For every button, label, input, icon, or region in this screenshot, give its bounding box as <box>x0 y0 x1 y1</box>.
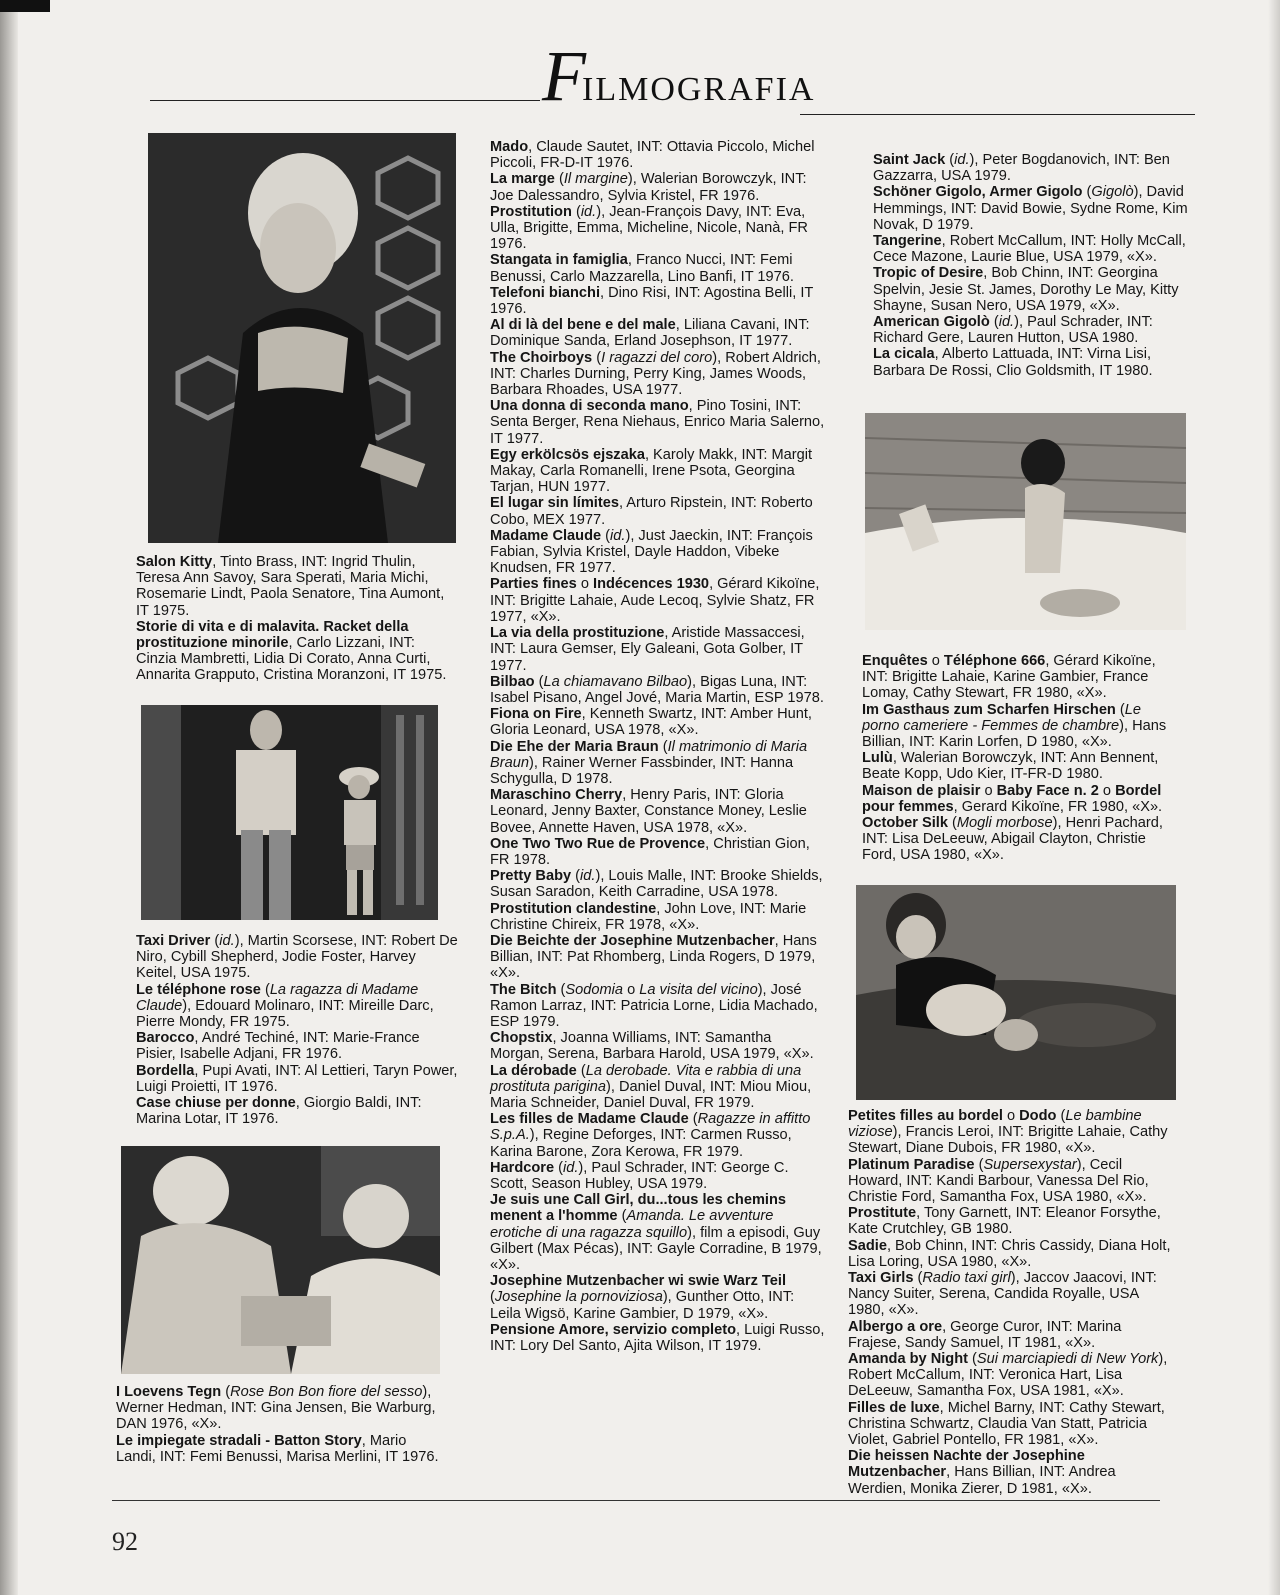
film-credits: , Karoly Makk, INT: Margit Makay, Carla Romanelli, Irene Psota, Georgina Tarjan, HUN 1977. <box>490 446 813 496</box>
film-title: Saint Jack <box>873 152 946 168</box>
photo-petites-filles <box>856 885 1176 1100</box>
film-title: Stangata in famiglia <box>490 252 628 269</box>
film-alt-title: Amanda. Le avventure erotiche di una ragazza squillo <box>490 1208 774 1241</box>
film-entry <box>490 933 828 982</box>
film-title: Taxi Driver <box>136 933 211 949</box>
film-entry <box>862 783 1182 815</box>
film-entry <box>490 1063 828 1112</box>
film-alt-title: Supersexystar <box>983 1156 1077 1173</box>
film-credits: ( <box>989 314 999 331</box>
film-entry <box>136 982 458 1031</box>
film-credits: ), Walerian Borowczyk, INT: Joe Dalessandro, Sylvia Kristel, FR 1976. <box>490 171 807 204</box>
film-credits: o <box>927 653 944 669</box>
film-entry <box>136 619 458 684</box>
film-title: Fiona on Fire <box>490 706 582 723</box>
film-credits: ), Robert Aldrich, INT: Charles Durning, Perry King, James Woods, Barbara Rhoades, USA 1977. <box>490 349 821 399</box>
film-title: Die Beichte der Josephine Mutzenbacher <box>490 932 775 949</box>
film-entry <box>490 625 828 674</box>
film-credits: , Gérard Kikoïne, INT: Brigitte Lahaie, Aude Lecoq, Sylvie Shatz, FR 1977, «X». <box>490 576 820 625</box>
film-credits: ( <box>554 171 564 188</box>
column-2 <box>490 139 828 1354</box>
film-credits: o <box>1098 782 1116 799</box>
film-credits: , Tony Garnett, INT: Eleanor Forsythe, Kate Crutchley, GB 1980. <box>848 1205 1161 1238</box>
film-entry <box>848 1205 1174 1237</box>
film-credits: ( <box>974 1156 984 1173</box>
film-credits: , Giorgio Baldi, INT: Marina Lotar, IT 1976. <box>136 1095 422 1128</box>
film-title: Die heissen Nachte der Josephine Mutzenbacher <box>848 1448 1085 1481</box>
film-title: Albergo a ore <box>848 1318 943 1335</box>
film-credits: , Christian Gion, FR 1978. <box>490 835 810 868</box>
film-alt-title: La chiamavano Bilbao <box>543 673 688 690</box>
film-alt-title: id. <box>563 1159 579 1176</box>
film-credits: ), Henri Pachard, INT: Lisa DeLeeuw, Abigail Clayton, Christie Ford, USA 1980, «X». <box>862 815 1163 864</box>
film-credits: ( <box>913 1270 923 1287</box>
film-credits: , Aristide Massaccesi, INT: Laura Gemser, Ely Galeani, Gota Golber, IT 1977. <box>490 625 805 674</box>
film-title: La marge <box>490 171 555 188</box>
film-entry <box>490 139 828 171</box>
film-title: Lulù <box>862 750 893 767</box>
film-title: El lugar sin límites <box>490 495 619 512</box>
film-title: Prostitution <box>490 203 572 220</box>
film-title: Prostitution clandestine <box>490 900 657 917</box>
film-title: One Two Two Rue de Provence <box>490 835 706 852</box>
film-credits: ( <box>601 527 611 544</box>
film-credits: ), Paul Schrader, INT: George C. Scott, Season Hubley, USA 1979. <box>490 1159 789 1192</box>
film-entry <box>490 350 828 399</box>
film-credits: , George Curor, INT: Marina Frajese, Sandy Samuel, IT 1981, «X». <box>848 1318 1122 1351</box>
film-entry <box>490 398 828 447</box>
film-entry <box>862 653 1182 702</box>
film-credits: o <box>576 576 594 593</box>
film-title: The Bitch <box>490 981 557 998</box>
film-entry <box>490 1160 828 1192</box>
film-credits: ( <box>1056 1108 1066 1124</box>
film-title: Im Gasthaus zum Scharfen Hirschen <box>862 701 1116 718</box>
film-title: Enquêtes <box>862 653 928 669</box>
film-alt-title: id. <box>998 314 1015 331</box>
film-entry <box>490 171 828 203</box>
film-entry <box>490 836 828 868</box>
film-credits: ( <box>554 1159 563 1176</box>
film-entry <box>490 901 828 933</box>
film-credits: , Dino Risi, INT: Agostina Belli, IT 1976. <box>490 284 814 318</box>
footer-rule <box>112 1500 1160 1501</box>
film-title: Les filles de Madame Claude <box>490 1111 689 1128</box>
film-entry <box>490 1030 828 1062</box>
film-title: Telefoni bianchi <box>490 284 601 301</box>
film-entry <box>490 528 828 577</box>
film-title: Filles de luxe <box>848 1399 940 1416</box>
column-3-top <box>873 152 1188 379</box>
film-entry <box>490 1273 828 1322</box>
film-credits: , Mario Landi, INT: Femi Benussi, Marisa Merlini, IT 1976. <box>116 1432 439 1465</box>
film-alt-title: Radio taxi girl <box>922 1270 1011 1287</box>
film-credits: ( <box>576 1062 586 1079</box>
film-entry <box>490 252 828 284</box>
photo-enquetes <box>865 413 1186 630</box>
film-credits: , Alberto Lattuada, INT: Virna Lisi, Barbara De Rossi, Clio Goldsmith, IT 1980. <box>873 346 1153 379</box>
film-entry <box>862 815 1182 864</box>
film-credits: , Gérard Kikoïne, INT: Brigitte Lahaie, Karine Gambier, France Lomay, Cathy Stewart, FR 1980, «X». <box>862 653 1156 702</box>
film-title: Al di là del bene e del male <box>490 317 676 334</box>
film-title: La via della prostituzione <box>490 625 665 642</box>
film-entry <box>136 1095 458 1127</box>
film-entry <box>490 1192 828 1273</box>
column-1-middle <box>136 933 458 1127</box>
film-title: American Gigolò <box>873 314 990 331</box>
film-alt-title: La derobade. Vita e rabbia di una prostituta parigina <box>490 1062 802 1095</box>
film-alt-title: id. <box>954 152 970 168</box>
film-credits: , Franco Nucci, INT: Femi Benussi, Carlo Mazzarella, Lino Banfi, IT 1976. <box>490 252 794 285</box>
film-alt-title: id. <box>219 933 235 949</box>
film-entry <box>873 233 1188 265</box>
film-credits: ( <box>210 933 220 949</box>
film-credits: , Hans Billian, INT: Andrea Werdien, Monika Zierer, D 1981, «X». <box>848 1464 1116 1497</box>
film-title: Case chiuse per donne <box>136 1095 296 1112</box>
film-entry <box>862 750 1182 782</box>
film-title: Una donna di seconda mano <box>490 398 689 415</box>
film-credits: , Joanna Williams, INT: Samantha Morgan, Serena, Barbara Harold, USA 1979, «X». <box>490 1030 814 1063</box>
film-title: Le téléphone rose <box>136 981 261 998</box>
film-title: Bordel pour femmes <box>862 782 1162 815</box>
film-entry <box>848 1270 1174 1319</box>
film-entry <box>116 1384 442 1433</box>
film-title: Baby Face n. 2 <box>996 782 1099 799</box>
film-credits: ( <box>490 1289 495 1306</box>
film-entry <box>873 346 1188 378</box>
film-title: Téléphone 666 <box>943 653 1046 669</box>
film-credits: ), Regine Deforges, INT: Carmen Russo, Karina Barone, Zora Kerowa, FR 1979. <box>490 1127 792 1160</box>
film-credits: ( <box>947 815 957 832</box>
film-entry <box>490 982 828 1031</box>
film-alt-title: Gigolò <box>1091 184 1134 201</box>
film-credits: o <box>980 782 997 799</box>
header-rule-left <box>150 100 540 101</box>
film-alt-title: La visita del vicino <box>639 981 758 998</box>
film-title: Amanda by Night <box>848 1351 968 1368</box>
film-alt-title: Ragazze in affitto S.p.A. <box>490 1111 811 1144</box>
film-credits: ( <box>945 152 955 168</box>
film-title: Maison de plaisir <box>862 782 981 799</box>
film-credits: o <box>623 981 640 998</box>
film-title: Mado <box>490 139 529 155</box>
film-credits: , André Techiné, INT: Marie-France Pisier, Isabelle Adjani, FR 1976. <box>136 1030 420 1063</box>
film-entry <box>490 317 828 349</box>
film-credits: ( <box>688 1111 698 1128</box>
film-title: Die Ehe der Maria Braun <box>490 738 659 755</box>
photo-salon-kitty <box>148 133 456 543</box>
film-credits: , Bob Chinn, INT: Chris Cassidy, Diana Holt, Lisa Loring, USA 1980, «X». <box>848 1237 1171 1270</box>
film-title: Salon Kitty <box>136 554 213 570</box>
film-credits: , Liliana Cavani, INT: Dominique Sanda, Erland Josephson, IT 1977. <box>490 317 810 350</box>
column-1-bottom <box>116 1384 442 1465</box>
film-credits: , Luigi Russo, INT: Lory Del Santo, Ajita Wilson, IT 1979. <box>490 1321 825 1355</box>
film-credits: ), Werner Hedman, INT: Gina Jensen, Bie Warburg, DAN 1976, «X». <box>116 1384 436 1433</box>
film-title: Petites filles au bordel <box>848 1108 1003 1124</box>
film-credits: , Claude Sautet, INT: Ottavia Piccolo, Michel Piccoli, FR-D-IT 1976. <box>490 139 815 172</box>
film-credits: ( <box>571 868 581 885</box>
film-title: I Loevens Tegn <box>116 1384 222 1400</box>
film-credits: ( <box>1115 701 1125 718</box>
film-credits: , Pino Tosini, INT: Senta Berger, Rena Niehaus, Enrico Maria Salerno, IT 1977. <box>490 398 825 447</box>
film-title: The Choirboys <box>490 349 593 366</box>
film-title: Bordella <box>136 1062 195 1079</box>
film-alt-title: Le bambine viziose <box>848 1108 1142 1141</box>
film-entry <box>848 1108 1174 1157</box>
film-credits: , Walerian Borowczyk, INT: Ann Bennent, Beate Kopp, Udo Kier, IT-FR-D 1980. <box>862 750 1159 783</box>
film-title: Sadie <box>848 1237 887 1254</box>
film-entry <box>848 1157 1174 1206</box>
film-alt-title: Sodomia <box>565 981 624 998</box>
film-credits: ), Paul Schrader, INT: Richard Gere, Lauren Hutton, USA 1980. <box>873 314 1153 347</box>
film-credits: ), film a episodi, Guy Gilbert (Max Pécas), INT: Gayle Corradine, B 1979, «X». <box>490 1224 822 1274</box>
film-alt-title: id. <box>580 203 597 220</box>
film-title: Barocco <box>136 1030 195 1047</box>
film-credits: ), Martin Scorsese, INT: Robert De Niro, Cybill Shepherd, Jodie Foster, Harvey Keitel, USA 1975. <box>136 933 458 982</box>
film-title: La cicala <box>873 346 935 363</box>
film-credits: ( <box>592 349 602 366</box>
film-entry <box>136 1030 458 1062</box>
film-credits: ), Francis Leroi, INT: Brigitte Lahaie, Cathy Stewart, Diane Dubois, FR 1980, «X». <box>848 1124 1168 1157</box>
film-title: Le impiegate stradali - Batton Story <box>116 1432 362 1449</box>
page-number: 92 <box>112 1527 138 1556</box>
film-entry <box>490 1111 828 1160</box>
film-title: Bilbao <box>490 673 535 690</box>
film-credits: , Bob Chinn, INT: Georgina Spelvin, Jesie St. James, Dorothy Le May, Kitty Shayne, Susan Nero, USA 1979, «X». <box>873 265 1179 314</box>
film-credits: ( <box>556 981 566 998</box>
film-entry <box>136 1063 458 1095</box>
film-title: Je suis une Call Girl, du...tous les chemins menent a l'homme <box>490 1192 787 1225</box>
film-title: Pretty Baby <box>490 868 572 885</box>
film-credits: , Michel Barny, INT: Cathy Stewart, Christina Schwartz, Claudia Van Statt, Patricia Violet, Gabriel Pontello, FR 1981, «X». <box>848 1399 1165 1449</box>
film-alt-title: Mogli morbose <box>956 815 1053 832</box>
film-credits: , John Love, INT: Marie Christine Chireix, FR 1978, «X». <box>490 900 807 933</box>
film-title: Indécences 1930 <box>593 576 710 593</box>
corner-mark <box>0 0 50 12</box>
film-credits: ), David Hemmings, INT: David Bowie, Sydne Rome, Kim Novak, D 1979. <box>873 184 1188 233</box>
film-credits: ), Jean-François Davy, INT: Eva, Ulla, Brigitte, Emma, Micheline, Nicole, Nanà, FR 1976. <box>490 203 808 253</box>
film-entry <box>490 739 828 788</box>
film-entry <box>490 1322 828 1354</box>
film-credits: ), Peter Bogdanovich, INT: Ben Gazzarra, USA 1979. <box>873 152 1170 185</box>
film-credits: , Hans Billian, INT: Pat Rhomberg, Linda Rogers, D 1979, «X». <box>490 932 817 982</box>
film-credits: ), Hans Billian, INT: Karin Lorfen, D 1980, «X». <box>862 717 1167 751</box>
film-title: Prostitute <box>848 1205 917 1222</box>
film-alt-title: id. <box>610 527 626 544</box>
film-title: Dodo <box>1019 1108 1057 1124</box>
film-credits: ), Louis Malle, INT: Brooke Shields, Susan Saradon, Keith Carradine, USA 1978. <box>490 868 823 901</box>
film-alt-title: I ragazzi del coro <box>601 349 713 366</box>
film-alt-title: Il margine <box>563 171 628 188</box>
film-title: Parties fines <box>490 576 577 593</box>
film-entry <box>116 1433 442 1465</box>
film-title: Tangerine <box>873 233 942 250</box>
film-credits: , Carlo Lizzani, INT: Cinzia Mambretti, Lidia Di Corato, Anna Curti, Annarita Grapputo, Cristina Moranzoni, IT 1975. <box>136 635 447 684</box>
film-title: Taxi Girls <box>848 1270 914 1287</box>
film-alt-title: Rose Bon Bon fiore del sesso <box>230 1384 423 1400</box>
film-credits: ), Daniel Duval, INT: Miou Miou, Maria Schneider, Daniel Duval, FR 1979. <box>490 1078 812 1111</box>
film-entry <box>862 702 1182 751</box>
film-entry <box>848 1319 1174 1351</box>
film-credits: , Henry Paris, INT: Gloria Leonard, Jenny Baxter, Constance Money, Leslie Bovee, Annette Haven, USA 1978, «X». <box>490 787 807 836</box>
column-1-top <box>136 554 458 684</box>
film-entry <box>848 1351 1174 1400</box>
film-alt-title: La ragazza di Madame Claude <box>136 981 419 1014</box>
film-title: Egy erkölcsös ejszaka <box>490 446 645 463</box>
film-title: Chopstix <box>490 1030 553 1047</box>
film-credits: ), Rainer Werner Fassbinder, INT: Hanna Schygulla, D 1978. <box>490 754 794 787</box>
photo-taxi-driver <box>141 705 438 920</box>
film-credits: , Arturo Ripstein, INT: Roberto Cobo, MEX 1977. <box>490 495 813 528</box>
film-credits: , Gerard Kikoïne, FR 1980, «X». <box>953 798 1163 815</box>
film-entry <box>873 314 1188 346</box>
film-credits: ), Robert McCallum, INT: Veronica Hart, Lisa DeLeeuw, Samantha Fox, USA 1981, «X». <box>848 1351 1168 1400</box>
film-credits: , Tinto Brass, INT: Ingrid Thulin, Teresa Ann Savoy, Sara Sperati, Maria Michi, Rosemarie Lindt, Paola Senatore, Tina Aumont, IT 1975. <box>136 554 445 619</box>
film-entry <box>490 787 828 836</box>
film-entry <box>490 868 828 900</box>
film-entry <box>873 265 1188 314</box>
film-credits: , Pupi Avati, INT: Al Lettieri, Taryn Power, Luigi Proietti, IT 1976. <box>136 1062 458 1095</box>
film-entry <box>136 933 458 982</box>
film-credits: ), Cecil Howard, INT: Kandi Barbour, Vanessa Del Rio, Christie Ford, Samantha Fox, USA 1980, «X». <box>848 1156 1149 1206</box>
film-credits: , Kenneth Swartz, INT: Amber Hunt, Gloria Leonard, USA 1978, «X». <box>490 706 812 739</box>
film-title: Josephine Mutzenbacher wi swie Warz Teil <box>490 1273 786 1290</box>
film-credits: , Robert McCallum, INT: Holly McCall, Cece Mazone, Laurie Blue, USA 1979, «X». <box>873 233 1186 266</box>
film-title: Schöner Gigolo, Armer Gigolo <box>873 184 1083 201</box>
film-credits: ), Edouard Molinaro, INT: Mireille Darc, Pierre Mondy, FR 1975. <box>136 997 434 1031</box>
page-title-initial: F <box>542 36 586 116</box>
film-alt-title: Sui marciapiedi di New York <box>976 1351 1159 1368</box>
film-title: Pensione Amore, servizio completo <box>490 1321 736 1338</box>
film-alt-title: Il matrimonio di Maria Braun <box>490 738 808 771</box>
film-title: Tropic of Desire <box>873 265 984 282</box>
film-title: October Silk <box>862 815 948 832</box>
film-entry <box>848 1238 1174 1270</box>
film-credits: ( <box>221 1384 231 1400</box>
film-credits: ( <box>534 673 544 690</box>
film-entry <box>490 576 828 625</box>
film-credits: ), Jaccov Jaacovi, INT: Nancy Suiter, Serena, Candida Royalle, USA 1980, «X». <box>848 1270 1157 1319</box>
film-credits: ), Bigas Luna, INT: Isabel Pisano, Angel Jové, Maria Martin, ESP 1978. <box>490 673 824 706</box>
film-alt-title: Josephine la pornoviziosa <box>494 1289 663 1306</box>
film-entry <box>490 706 828 738</box>
column-3-middle <box>862 653 1182 864</box>
film-title: Hardcore <box>490 1159 555 1176</box>
film-title: Platinum Paradise <box>848 1156 975 1173</box>
film-title: La dérobade <box>490 1062 577 1079</box>
film-entry <box>490 285 828 317</box>
film-credits: ( <box>1082 184 1092 201</box>
film-credits: ( <box>571 203 581 220</box>
page-right-edge <box>1268 0 1280 1595</box>
column-3-bottom <box>848 1108 1174 1497</box>
film-entry <box>490 495 828 527</box>
film-entry <box>490 204 828 253</box>
film-credits: ( <box>260 981 270 998</box>
film-alt-title: id. <box>580 868 596 885</box>
header-rule-right <box>800 114 1195 115</box>
film-entry <box>490 674 828 706</box>
page-title-rest: ILMOGRAFIA <box>582 71 816 108</box>
film-title: Madame Claude <box>490 527 602 544</box>
film-credits: ( <box>968 1351 977 1368</box>
film-credits: o <box>1002 1108 1020 1124</box>
film-credits: ), José Ramon Larraz, INT: Patricia Lorne, Lidia Machado, ESP 1979. <box>490 981 818 1030</box>
film-entry <box>136 554 458 619</box>
film-entry <box>873 184 1188 233</box>
film-credits: ), Just Jaeckin, INT: François Fabian, Sylvia Kristel, Dayle Haddon, Vibeke Knudsen, FR 1977. <box>490 527 813 577</box>
film-entry <box>490 447 828 496</box>
film-entry <box>848 1448 1174 1497</box>
film-entry <box>873 152 1188 184</box>
film-alt-title: Le porno cameriere - Femmes de chambre <box>862 701 1142 734</box>
film-credits: ( <box>617 1208 627 1225</box>
photo-two-women <box>121 1146 440 1374</box>
page-title <box>542 36 842 116</box>
page-gutter-shadow <box>0 0 18 1595</box>
film-title: Storie di vita e di malavita. Racket della prostituzione minorile <box>136 618 409 652</box>
film-credits: ( <box>658 738 668 755</box>
film-credits: ), Gunther Otto, INT: Leila Wigsö, Karine Gambier, D 1979, «X». <box>490 1289 795 1322</box>
film-title: Maraschino Cherry <box>490 787 623 804</box>
film-entry <box>848 1400 1174 1449</box>
